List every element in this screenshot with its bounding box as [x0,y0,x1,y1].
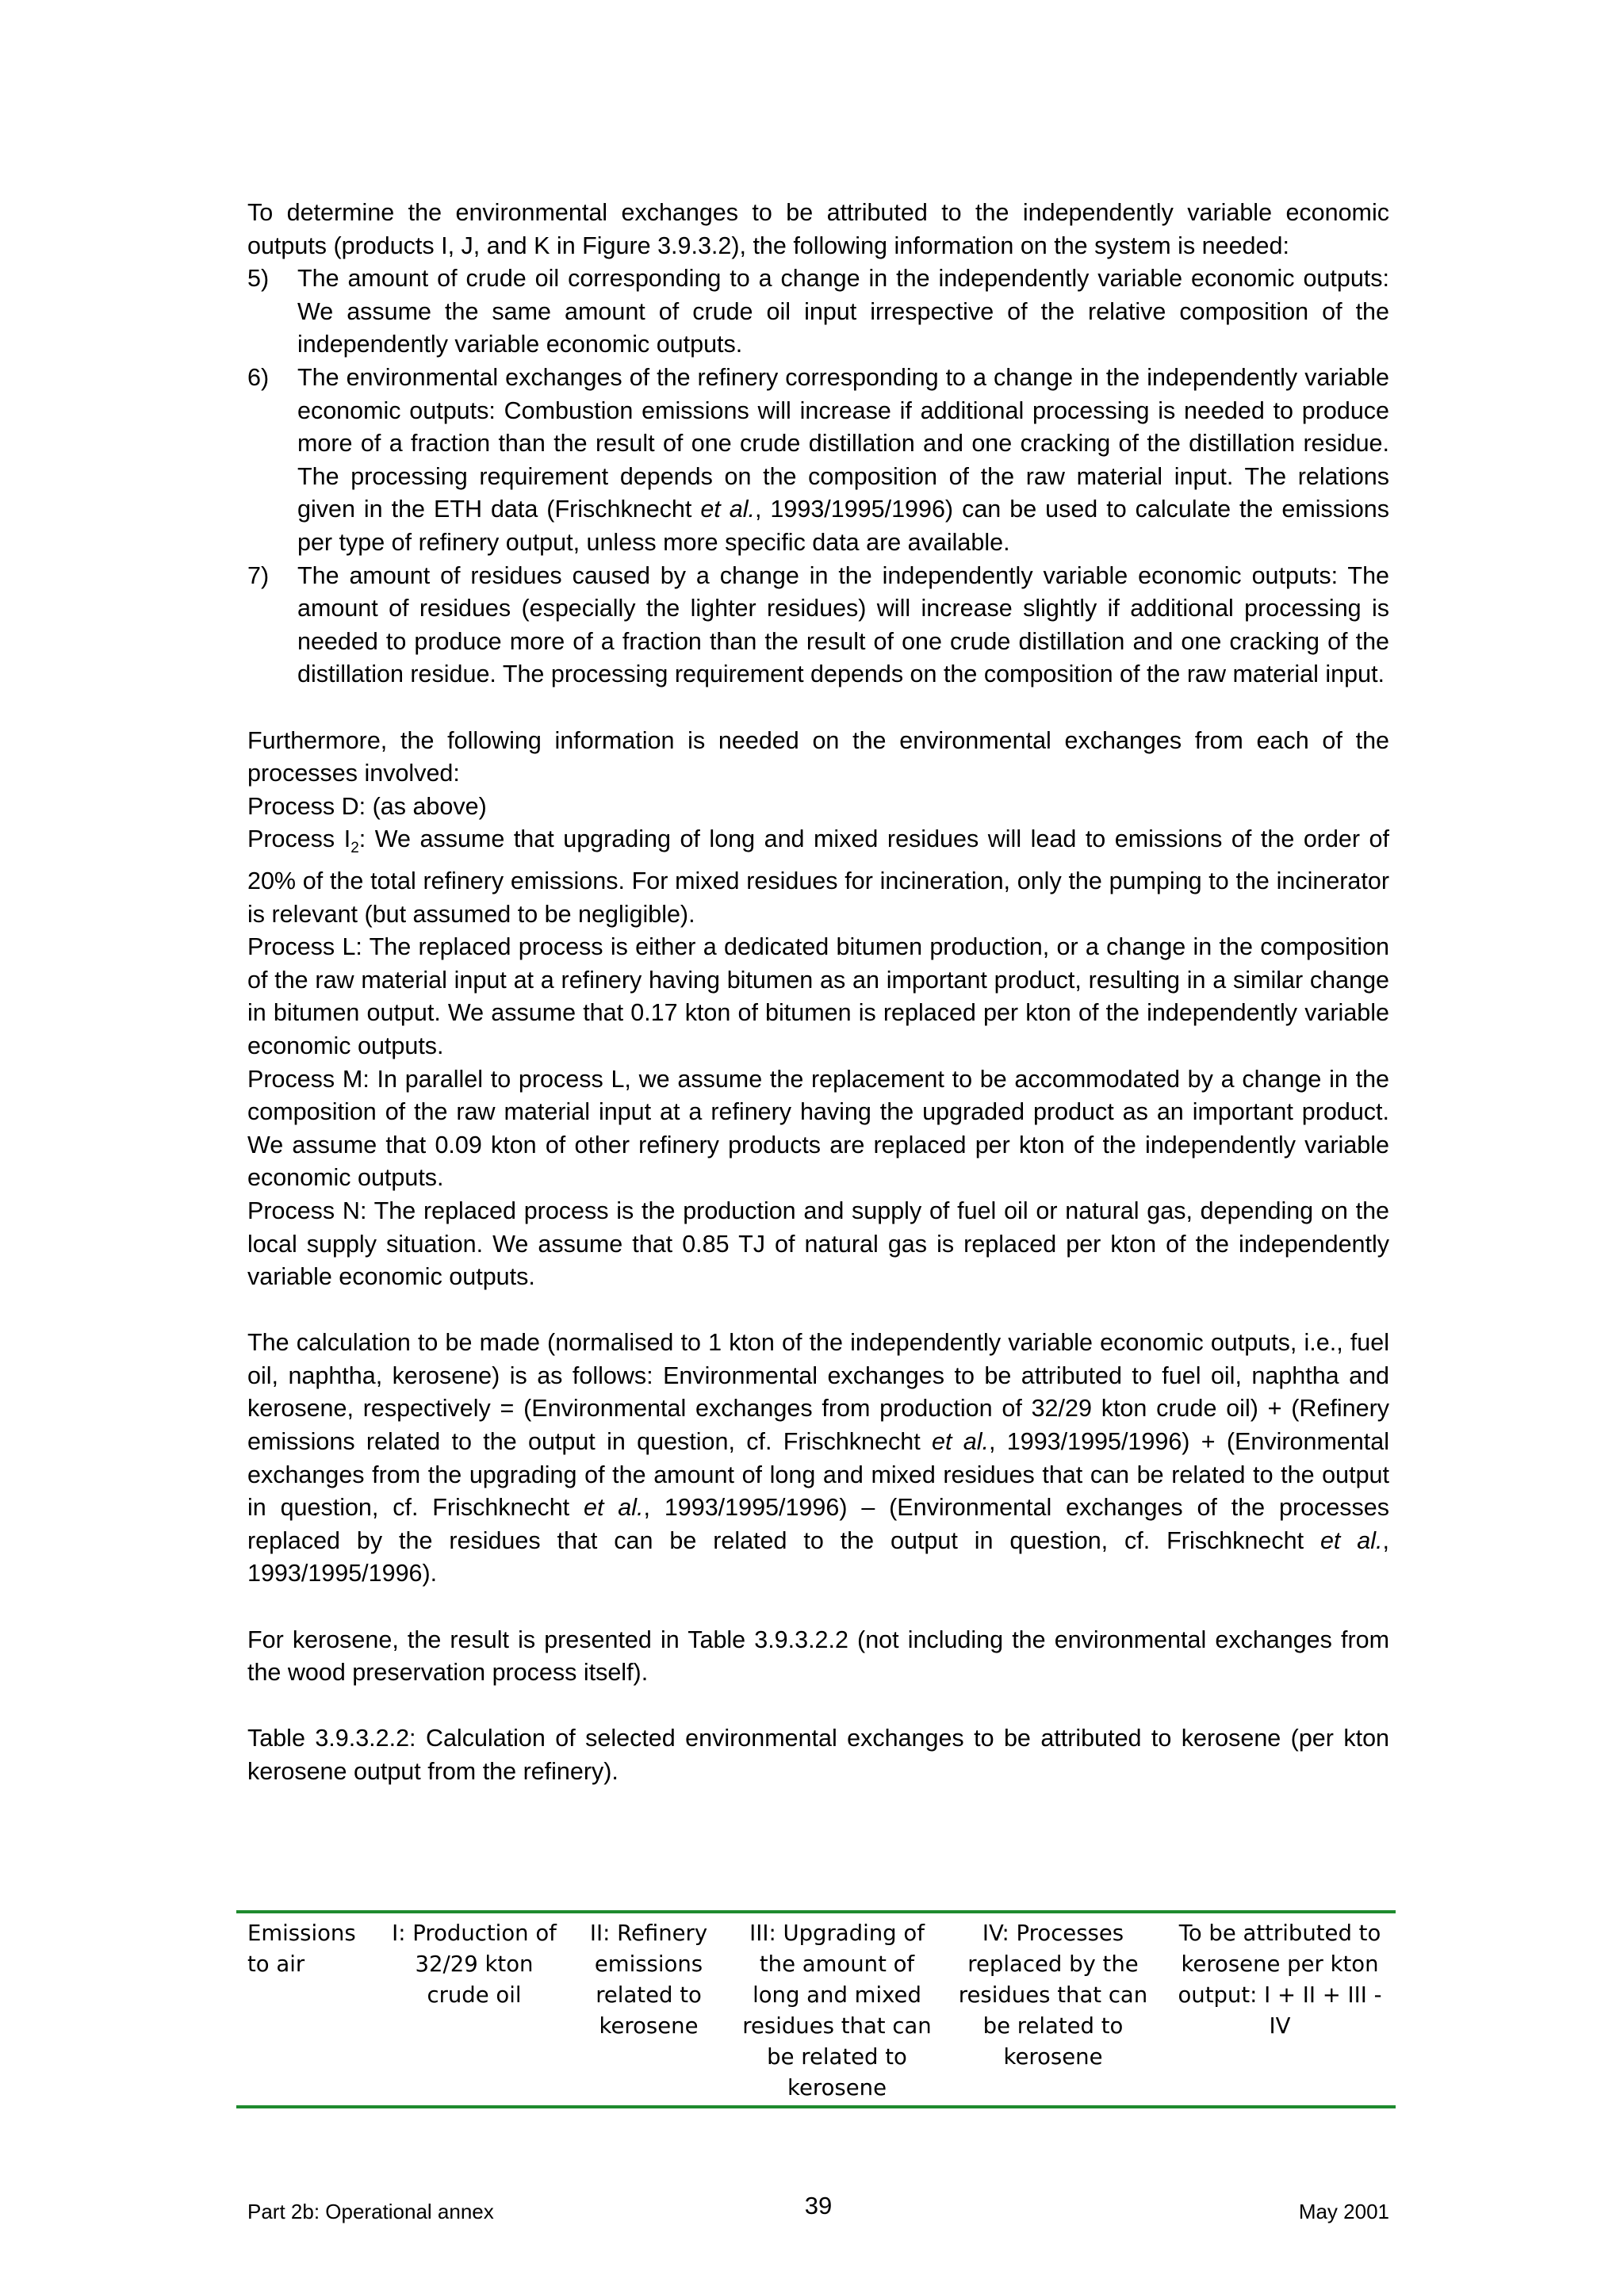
process-i2-label: Process I [247,825,351,853]
citation-italic: et al. [700,496,755,523]
calc-text: , 1993/1995/1996) + (Environmental exchanges from the upgrading of the amount of long and mixed residues that can be related to the output in question, cf. Frischknecht [247,1428,1390,1522]
table-header-cell: Emissions to air [247,1921,356,1977]
table-header-cell: I: Production of 32/29 kton crude oil [392,1921,557,2008]
process-i2-text: : We assume that upgrading of long and mixed residues will lead to emissions of the order of 20% of the total refinery emissions. For mixed residues for incineration, only the pumping to the incinerator is relevant (but assumed to be negligible). [247,825,1389,928]
process-l: Process L: The replaced process is either a dedicated bitumen production, or a change in the composition of the raw material input at a refinery having bitumen as an important product, resulting in a similar change in bitumen output. We assume that 0.17 kton of bitumen is replaced per kton of the independently variable economic outputs. [247,933,1389,1059]
footer-date: May 2001 [1298,2200,1389,2223]
page-number: 39 [804,2192,833,2219]
list-item-number: 5) [247,265,270,293]
spacer [247,1690,1389,1723]
list-item-text: The environmental exchanges of the refinery corresponding to a change in the independently variable economic outputs: Combustion emissions will increase if additional processing is needed to produce more of a fraction than the result of one crude distillation and one cracking of the distillation residue. The processing requirement depends on the composition of the raw material input. The relations given in the ETH data (Frischknecht [297,363,1389,523]
citation-italic: et al. [932,1428,989,1456]
document-body [247,197,1389,1789]
list-item-text: The amount of residues caused by a change in the independently variable economic outputs: The amount of residues (especially the lighter residues) will increase slightly if additional processing is needed to produce more of a fraction than the result of one crude distillation and one cracking of the distillation residue. The processing requirement depends on the composition of the raw material input. [297,561,1389,688]
list-item [247,560,1389,691]
calculation-paragraph [247,1327,1389,1591]
spacer [247,691,1389,725]
list-item [247,262,1389,362]
calc-text: , 1993/1995/1996) – (Environmental exchanges of the processes replaced by the residues that can be related to the output in question, cf. Frischknecht [247,1494,1389,1554]
list-item-number: 7) [247,561,270,589]
list-item [247,362,1389,560]
process-m: Process M: In parallel to process L, we assume the replacement to be accommodated by a change in the composition of the raw material input at a refinery having the upgraded product as an important product. We assume that 0.09 kton of other refinery products are replaced per kton of the independently variable economic outputs. [247,1065,1389,1192]
process-i2 [247,823,1389,931]
spacer [247,1294,1389,1327]
table-header-cell: IV: Processes replaced by the residues that can be related to kerosene [958,1921,1148,2070]
citation-italic: et al. [1320,1526,1383,1554]
kerosene-table [236,1910,1396,2108]
kerosene-paragraph: For kerosene, the result is presented in Table 3.9.3.2.2 (not including the environmental exchanges from the wood preservation process itself). [247,1626,1389,1687]
list-item-text: The amount of crude oil corresponding to a change in the independently variable economic outputs: We assume the same amount of crude oil input irrespective of the relative composition of the independently variable economic outputs. [297,265,1389,358]
table-header-cell: To be attributed to kerosene per kton output: I + II + III - IV [1178,1921,1382,2039]
processes-lead: Furthermore, the following information is needed on the environmental exchanges from each of the processes involved: [247,726,1389,787]
calc-text: The calculation to be made (normalised to 1 kton of the independently variable economic outputs, i.e., fuel oil, naphtha, kerosene) is as follows: Environmental exchanges to be attributed to fuel oil, naphtha and kerosene, respectively = (Environmental exchanges from production of 32/29 kton crude oil) + (Refinery emissions related to the output in question, cf. Frischknecht [247,1329,1389,1456]
calc-text: , 1993/1995/1996). [247,1526,1389,1587]
table-header-cell: III: Upgrading of the amount of long and mixed residues that can be related to kerosene [742,1921,932,2101]
footer-left: Part 2b: Operational annex [247,2200,494,2223]
intro-paragraph: To determine the environmental exchanges to be attributed to the independently variable economic outputs (products I, J, and K in Figure 3.9.3.2), the following information on the system is needed: [247,199,1389,259]
process-d: Process D: (as above) [247,792,487,820]
table-caption: Table 3.9.3.2.2: Calculation of selected environmental exchanges to be attributed to kerosene (per kton kerosene output from the refinery). [247,1725,1389,1785]
spacer [247,1591,1389,1624]
citation-italic: et al. [584,1494,644,1522]
list-item-text: , 1993/1995/1996) can be used to calculate the emissions per type of refinery output, unless more specific data are available. [297,496,1389,556]
table-header-row [236,1912,1396,2107]
subscript: 2 [350,840,359,857]
table-header-cell: II: Refinery emissions related to kerosene [589,1921,708,2039]
list-item-number: 6) [247,363,270,391]
process-n: Process N: The replaced process is the production and supply of fuel oil or natural gas, depending on the local supply situation. We assume that 0.85 TJ of natural gas is replaced per kton of the independently variable economic outputs. [247,1197,1389,1291]
requirements-list [247,262,1389,691]
